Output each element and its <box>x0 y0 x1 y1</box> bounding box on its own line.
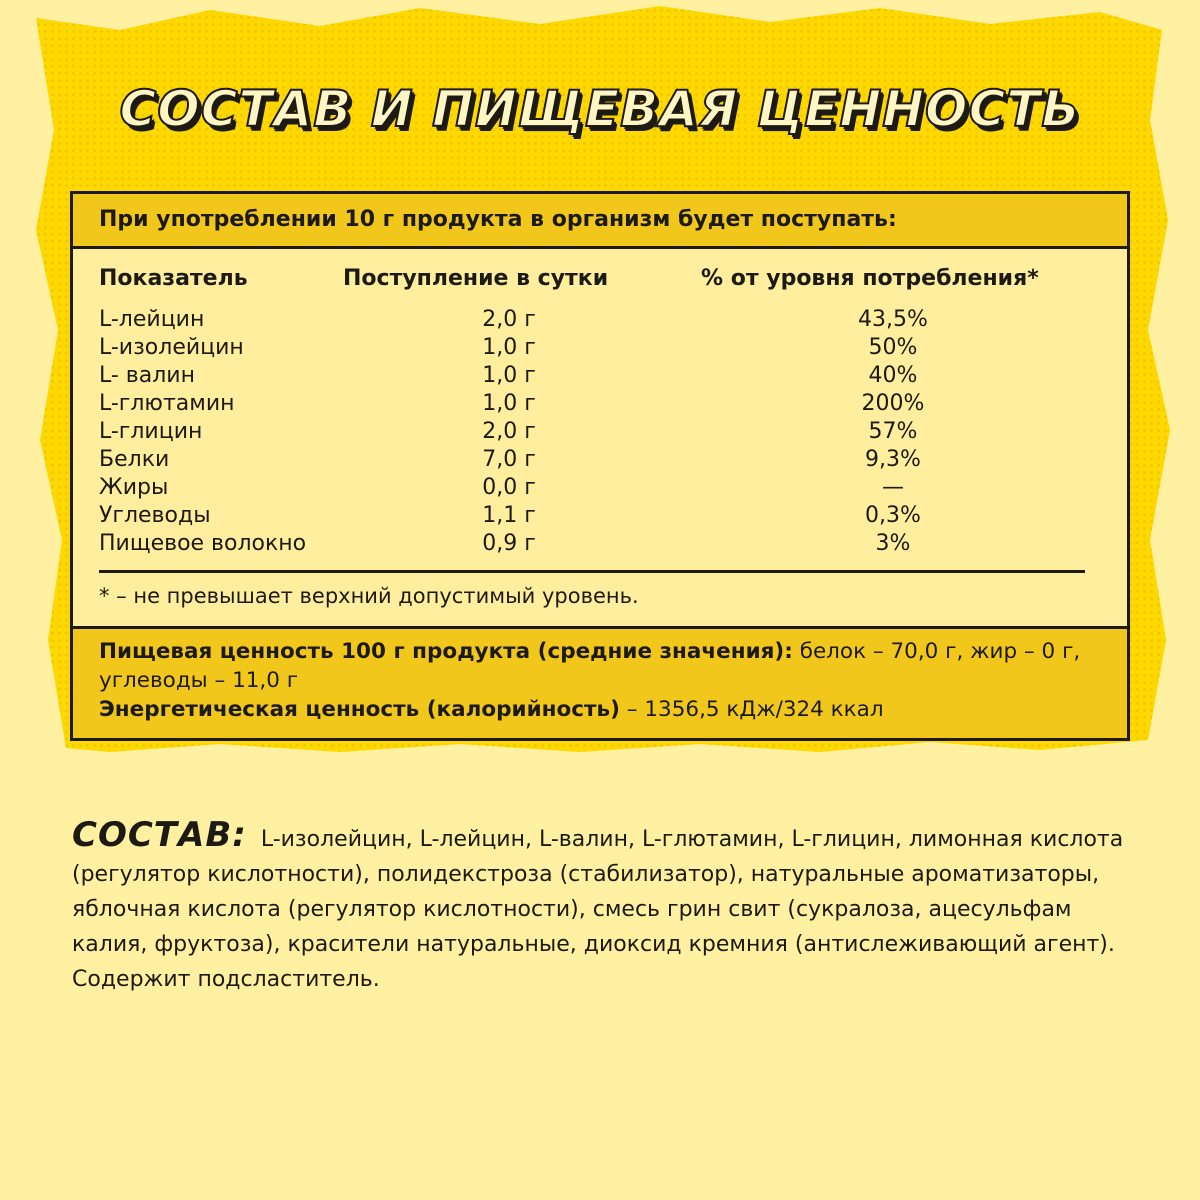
column-header-indicator: Показатель <box>99 266 248 291</box>
table-row <box>73 474 1127 502</box>
page-title: СОСТАВ И ПИЩЕВАЯ ЦЕННОСТЬ <box>119 80 1081 138</box>
nutrition-table <box>70 191 1130 741</box>
row-percent: 3% <box>875 531 911 556</box>
row-percent: — <box>882 475 904 500</box>
table-row <box>73 530 1127 558</box>
row-name: L-лейцин <box>99 307 205 332</box>
table-row <box>73 418 1127 446</box>
row-name: L-глицин <box>99 419 203 444</box>
row-percent: 0,3% <box>865 503 921 528</box>
row-percent: 200% <box>861 391 925 416</box>
row-percent: 57% <box>868 419 918 444</box>
row-amount: 1,0 г <box>482 335 536 360</box>
composition-title: СОСТАВ: <box>72 815 247 855</box>
nutrition-summary <box>73 626 1127 738</box>
row-name: L- валин <box>99 363 195 388</box>
table-row <box>73 306 1127 334</box>
row-amount: 1,0 г <box>482 391 536 416</box>
row-amount: 2,0 г <box>482 307 536 332</box>
table-row <box>73 446 1127 474</box>
table-row <box>73 334 1127 362</box>
row-amount: 2,0 г <box>482 419 536 444</box>
energy-label: Энергетическая ценность (калорийность) <box>99 697 620 722</box>
column-header-percent: % от уровня потребления* <box>701 266 1039 291</box>
table-intro: При употреблении 10 г продукта в организм будет поступать: <box>73 194 1127 249</box>
row-name: Белки <box>99 447 170 472</box>
table-footnote: * – не превышает верхний допустимый уровень. <box>99 584 639 608</box>
row-name: L-глютамин <box>99 391 235 416</box>
table-body <box>73 306 1127 558</box>
table-row <box>73 390 1127 418</box>
energy-value: – 1356,5 кДж/324 ккал <box>619 697 884 722</box>
composition-block <box>72 815 1152 997</box>
row-amount: 7,0 г <box>482 447 536 472</box>
row-amount: 0,0 г <box>482 475 536 500</box>
table-row <box>73 362 1127 390</box>
row-name: Жиры <box>99 475 169 500</box>
row-amount: 1,0 г <box>482 363 536 388</box>
row-percent: 50% <box>868 335 918 360</box>
row-amount: 0,9 г <box>482 531 536 556</box>
row-name: L-изолейцин <box>99 335 244 360</box>
row-percent: 43,5% <box>858 307 928 332</box>
table-divider <box>99 570 1085 573</box>
row-amount: 1,1 г <box>482 503 536 528</box>
nutrition-value: белок – 70,0 г, жир – 0 г, углеводы – 11,0 г <box>99 639 1081 693</box>
row-name: Пищевое волокно <box>99 531 307 556</box>
composition-text: L-изолейцин, L-лейцин, L-валин, L-глютамин, L-глицин, лимонная кислота (регулятор кислотности), полидекстроза (стабилизатор), натуральные ароматизаторы, яблочная кислота (регулятор кислотности), смесь грин свит (сукралоза, ацесульфам калия, фруктоза), красители натуральные, диоксид кремния (антислеживающий агент). Содержит подсластитель. <box>72 827 1124 992</box>
column-header-intake: Поступление в сутки <box>343 266 609 291</box>
row-percent: 9,3% <box>865 447 921 472</box>
row-name: Углеводы <box>99 503 211 528</box>
table-row <box>73 502 1127 530</box>
nutrition-label: Пищевая ценность 100 г продукта (средние значения): <box>99 639 793 664</box>
row-percent: 40% <box>868 363 918 388</box>
